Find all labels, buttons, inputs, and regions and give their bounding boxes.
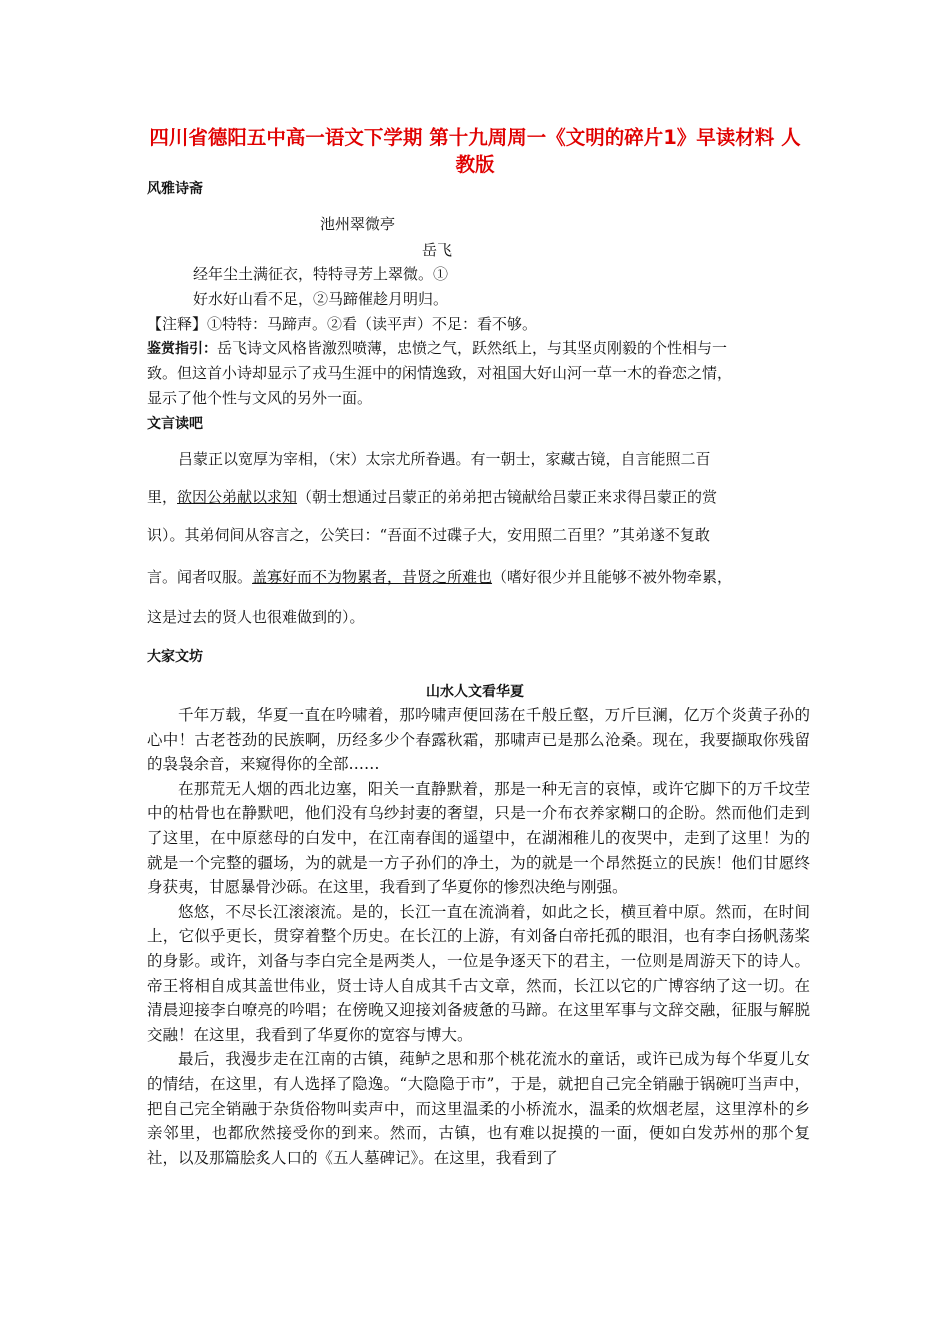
essay-title: 山水人文看华夏 bbox=[426, 684, 524, 700]
poem-title: 池州翠微亭 bbox=[320, 215, 396, 233]
appreciation-line bbox=[147, 337, 727, 358]
classical-line: 这是过去的贤人也很难做到的）。 bbox=[147, 608, 365, 626]
appreciation-text: 岳飞诗文风格皆激烈喷薄，忠愤之气，跃然纸上，与其坚贞刚毅的个性相与一 bbox=[217, 339, 728, 357]
underlined-phrase: 盖寡好而不为物累者，昔贤之所难也 bbox=[252, 568, 493, 586]
section-heading-classical: 文言读吧 bbox=[147, 416, 203, 432]
section-heading-poetry: 风雅诗斋 bbox=[147, 181, 203, 197]
poem-note: 【注释】①特特：马蹄声。②看（读平声）不足：看不够。 bbox=[147, 315, 538, 333]
classical-line: 识）。其弟伺间从容言之，公笑曰：“吾面不过碟子大，安用照二百里？”其弟遂不复敢 bbox=[147, 526, 710, 544]
underlined-phrase: 欲因公弟献以求知 bbox=[177, 488, 298, 506]
appreciation-line: 显示了他个性与文风的另外一面。 bbox=[147, 389, 373, 407]
classical-line: 言。闻者叹服。盖寡好而不为物累者，昔贤之所难也（嗜好很少并且能够不被外物牵累， bbox=[147, 568, 733, 586]
appreciation-line: 致。但这首小诗却显示了戎马生涯中的闲情逸致，对祖国大好山河一草一木的眷恋之情， bbox=[147, 364, 733, 382]
section-heading-essay: 大家文坊 bbox=[147, 649, 203, 665]
poem-line: 好水好山看不足，②马蹄催趁月明归。 bbox=[193, 290, 449, 308]
appreciation-label: 鉴赏指引： bbox=[147, 341, 217, 357]
document-title: 四川省德阳五中高一语文下学期 第十九周周一《文明的碎片1》早读材料 人教版 bbox=[149, 126, 801, 176]
essay-paragraph: 最后，我漫步走在江南的古镇，莼鲈之思和那个桃花流水的童话，或许已成为每个华夏儿女的情结，在这里，有人选择了隐逸。“大隐隐于市”，于是，就把自己完全销融于锅碗叮当声中，把自己完全销融于杂货俗物叫卖声中，而这里温柔的小桥流水，温柔的炊烟老屋，这里淳朴的乡亲邻里，也都欣然接受你的到来。然而，古镇，也有难以捉摸的一面，便如白发苏州的那个复社，以及那篇脍炙人口的《五人墓碑记》。在这里，我看到了 bbox=[147, 1050, 810, 1167]
classical-line: 里，欲因公弟献以求知（朝士想通过吕蒙正的弟弟把古镜献给吕蒙正来求得吕蒙正的赏 bbox=[147, 488, 718, 506]
classical-line: 吕蒙正以宽厚为宰相，（宋）太宗尤所眷遇。有一朝士，家藏古镜，自言能照二百 bbox=[178, 450, 711, 468]
essay-paragraph: 千年万载，华夏一直在吟啸着，那吟啸声便回荡在千般丘壑，万斤巨澜，亿万个炎黄子孙的心中！古老苍劲的民族啊，历经多少个春露秋霜，那啸声已是那么沧桑。现在，我要撷取你残留的袅袅余音，来窥得你的全部…… bbox=[147, 706, 810, 774]
essay-paragraph: 悠悠，不尽长江滚滚流。是的，长江一直在流淌着，如此之长，横亘着中原。然而，在时间上，它似乎更长，贯穿着整个历史。在长江的上游，有刘备白帝托孤的眼泪，也有李白扬帆荡桨的身影。或许，刘备与李白完全是两类人，一位是争逐天下的君主，一位则是周游天下的诗人。帝王将相自成其盖世伟业，贤士诗人自成其千古文章，然而，长江以它的广博容纳了这一切。在清晨迎接李白嘹亮的吟唱；在傍晚又迎接刘备疲惫的马蹄。在这里军事与文辞交融，征服与解脱交融！在这里，我看到了华夏你的宽容与博大。 bbox=[147, 902, 810, 1044]
essay-paragraph: 在那荒无人烟的西北边塞，阳关一直静默着，那是一种无言的哀悼，或许它脚下的万千坟茔中的枯骨也在静默吧，他们没有乌纱封妻的奢望，只是一介布衣养家糊口的企盼。然而他们走到了这里，在中原慈母的白发中，在江南春闺的遥望中，在湖湘稚儿的夜哭中，走到了这里！为的就是一个完整的疆场，为的就是一方子孙们的净土，为的就是一个昂然挺立的民族！他们甘愿终身获夷，甘愿暴骨沙砾。在这里，我看到了华夏你的惨烈决绝与刚强。 bbox=[147, 779, 810, 897]
poem-line: 经年尘土满征衣，特特寻芳上翠微。① bbox=[193, 265, 449, 283]
essay-body bbox=[147, 703, 810, 1170]
poem-author: 岳飞 bbox=[422, 241, 453, 259]
